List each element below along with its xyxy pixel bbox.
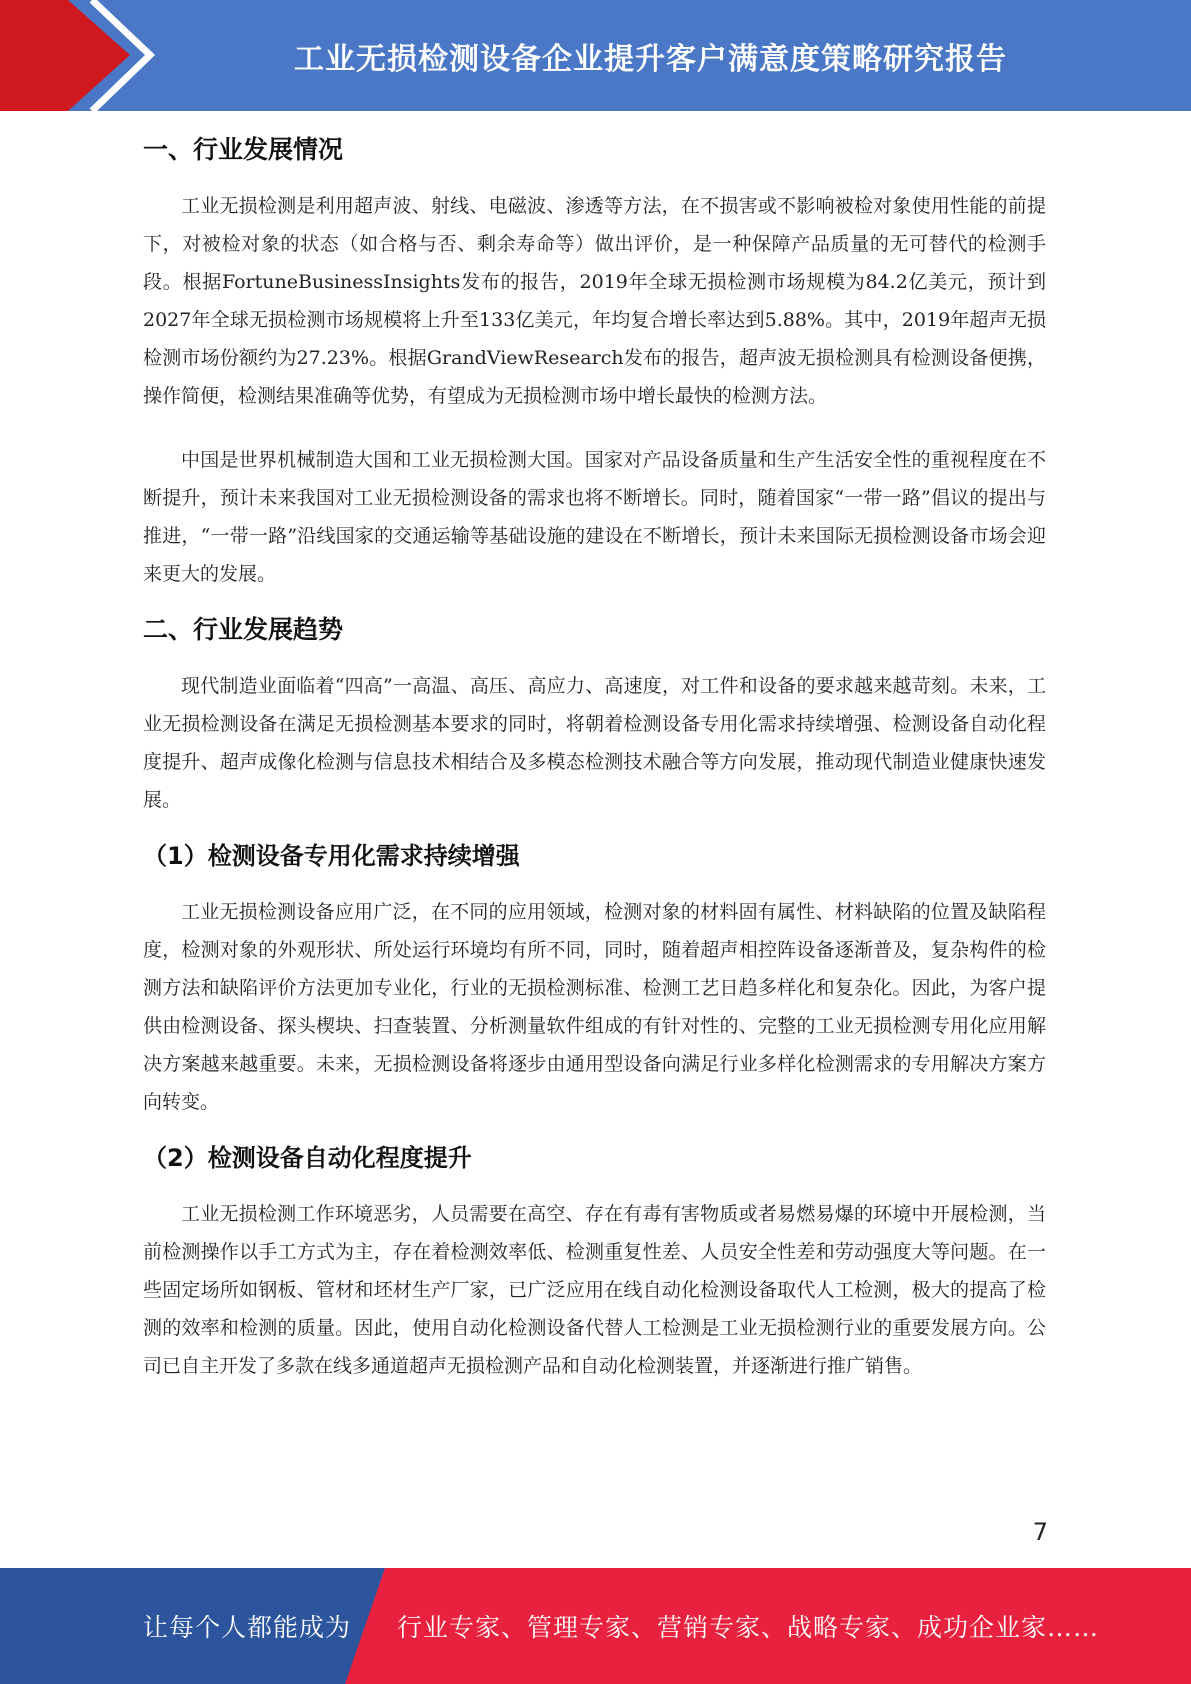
paragraph: 工业无损检测工作环境恶劣，人员需要在高空、存在有毒有害物质或者易燃易爆的环境中开展检测，当前检测操作以手工方式为主，存在着检测效率低、检测重复性差、人员安全性差和劳动强度大等问题。在一些固定场所如钢板、管材和坯材生产厂家，已广泛应用在线自动化检测设备取代人工检测，极大的提高了检测的效率和检测的质量。因此，使用自动化检测设备代替人工检测是工业无损检测行业的重要发展方向。公司已自主开发了多款在线多通道超声无损检测产品和自动化检测装置，并逐渐进行推广销售。 — [143, 1203, 1046, 1377]
footer-banner — [0, 1568, 1191, 1684]
footer-slogan-left: 让每个人都能成为 — [143, 1613, 352, 1642]
paragraph: 工业无损检测是利用超声波、射线、电磁波、渗透等方法，在不损害或不影响被检对象使用性能的前提下，对被检对象的状态（如合格与否、剩余寿命等）做出评价，是一种保障产品质量的无可替代的检测手段。根据FortuneBusinessInsights发布的报告，2019年全球无损检测市场规模为84.2亿美元，预计到2027年全球无损检测市场规模将上升至133亿美元，年均复合增长率达到5.88%。其中，2019年超声无损检测市场份额约为27.23%。根据GrandViewResearch发布的报告，超声波无损检测具有检测设备便携，操作简便，检测结果准确等优势，有望成为无损检测市场中增长最快的检测方法。 — [143, 195, 1046, 407]
subsection-heading-automation: （2）检测设备自动化程度提升 — [143, 1144, 472, 1172]
paragraph: 现代制造业面临着“四高”一高温、高压、高应力、高速度，对工件和设备的要求越来越苛刻。未来，工业无损检测设备在满足无损检测基本要求的同时，将朝着检测设备专用化需求持续增强、检测设备自动化程度提升、超声成像化检测与信息技术相结合及多模态检测技术融合等方向发展，推动现代制造业健康快速发展。 — [143, 675, 1046, 811]
header-banner — [0, 0, 1191, 111]
footer-slogan-right: 行业专家、管理专家、营销专家、战略专家、成功企业家…… — [397, 1613, 1100, 1642]
subsection-heading-specialization: （1）检测设备专用化需求持续增强 — [143, 842, 520, 870]
page-number: 7 — [1032, 1518, 1048, 1546]
main-content — [143, 125, 1046, 1385]
paragraph: 工业无损检测设备应用广泛，在不同的应用领域，检测对象的材料固有属性、材料缺陷的位置及缺陷程度，检测对象的外观形状、所处运行环境均有所不同，同时，随着超声相控阵设备逐渐普及，复杂构件的检测方法和缺陷评价方法更加专业化，行业的无损检测标准、检测工艺日趋多样化和复杂化。因此，为客户提供由检测设备、探头楔块、扫查装置、分析测量软件组成的有针对性的、完整的工业无损检测专用化应用解决方案越来越重要。未来，无损检测设备将逐步由通用型设备向满足行业多样化检测需求的专用解决方案方向转变。 — [143, 901, 1046, 1113]
section-heading-industry-status: 一、行业发展情况 — [143, 135, 344, 164]
paragraph: 中国是世界机械制造大国和工业无损检测大国。国家对产品设备质量和生产生活安全性的重视程度在不断提升，预计未来我国对工业无损检测设备的需求也将不断增长。同时，随着国家“一带一路”倡议的提出与推进，“一带一路”沿线国家的交通运输等基础设施的建设在不断增长，预计未来国际无损检测设备市场会迎来更大的发展。 — [143, 449, 1046, 585]
section-heading-industry-trends: 二、行业发展趋势 — [143, 615, 344, 644]
document-title: 工业无损检测设备企业提升客户满意度策略研究报告 — [294, 41, 1007, 77]
